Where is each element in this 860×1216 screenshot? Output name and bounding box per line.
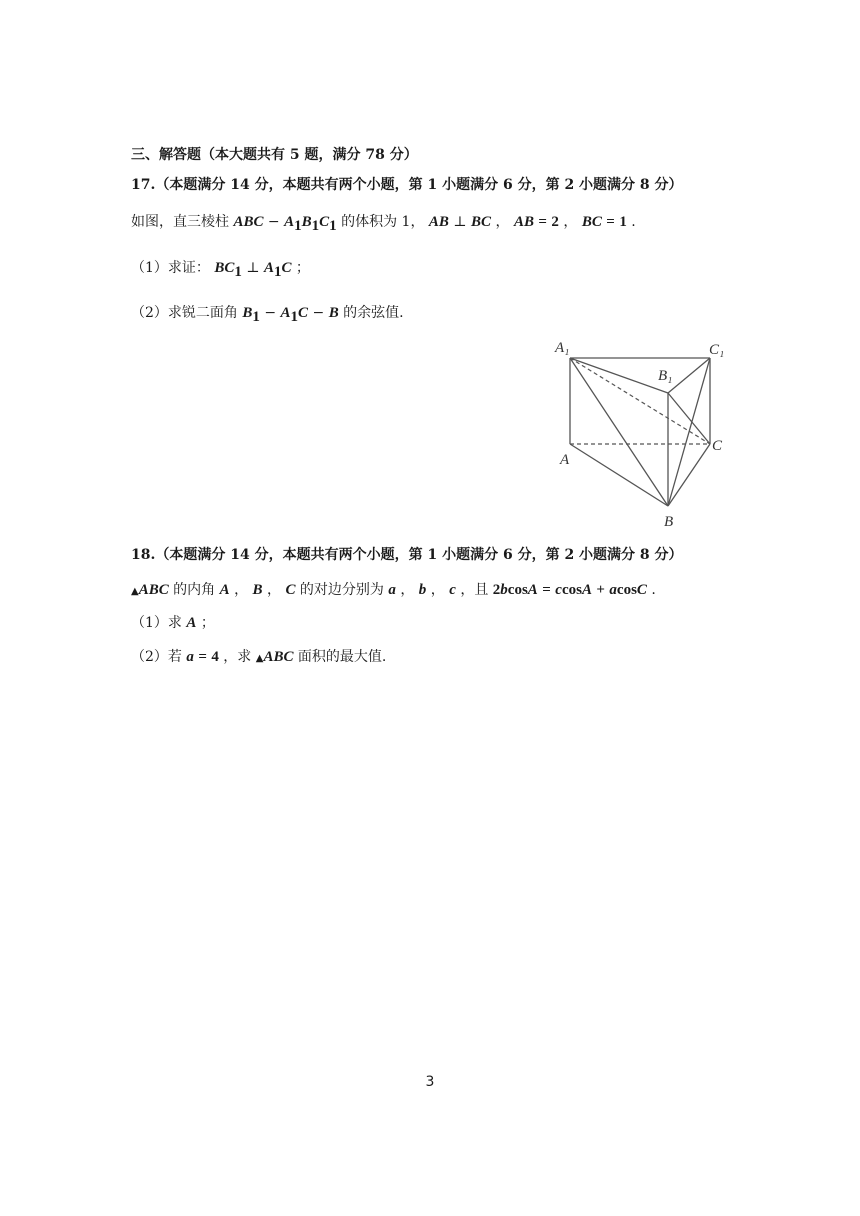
label-B1: B₁ <box>658 368 673 384</box>
diag-A1B <box>570 358 668 506</box>
q18-header: 18.（本题满分 14 分，本题共有两个小题，第 1 小题满分 6 分，第 2 小题满分 8 分） <box>131 547 683 563</box>
edge-BC <box>668 444 710 506</box>
q18-part1: （1）求 A ； <box>131 615 215 631</box>
label-C: C <box>712 438 723 454</box>
page-number: 3 <box>425 1074 435 1090</box>
q18-stem: ▲ABC 的内角 A ， B ， C 的对边分别为 a ， b ， c ，且 2bcosA = ccosA + acosC . <box>131 582 656 598</box>
label-C1: C₁ <box>709 342 725 358</box>
q17-part2: （2）求锐二面角 $B_1 - A_1C - B$ 的余弦值. <box>131 305 404 325</box>
edge-AB <box>570 444 668 506</box>
q17-header: 17.（本题满分 14 分，本题共有两个小题，第 1 小题满分 6 分，第 2 小题满分 8 分） <box>131 177 683 193</box>
section-header: 三、解答题（本大题共有 5 题，满分 78 分） <box>131 147 418 163</box>
prism-figure <box>552 334 732 534</box>
label-A: A <box>560 452 570 468</box>
label-A1: A₁ <box>555 340 570 356</box>
edge-B1C1 <box>668 358 710 393</box>
diag-BC1 <box>668 358 710 506</box>
q18-part2: （2）若 a = 4 ，求 ▲ABC 面积的最大值. <box>131 649 387 665</box>
q17-part1: （1）求证： $BC_1$ ⊥ $A_1C$ ； <box>131 260 310 280</box>
q17-stem: 如图，直三棱柱 ABC − $A_1B_1C_1$ 的体积为 1， AB ⊥ BC ， AB = 2 ， BC = 1 . <box>131 214 636 234</box>
label-B: B <box>664 514 674 530</box>
diag-B1C <box>668 393 710 444</box>
